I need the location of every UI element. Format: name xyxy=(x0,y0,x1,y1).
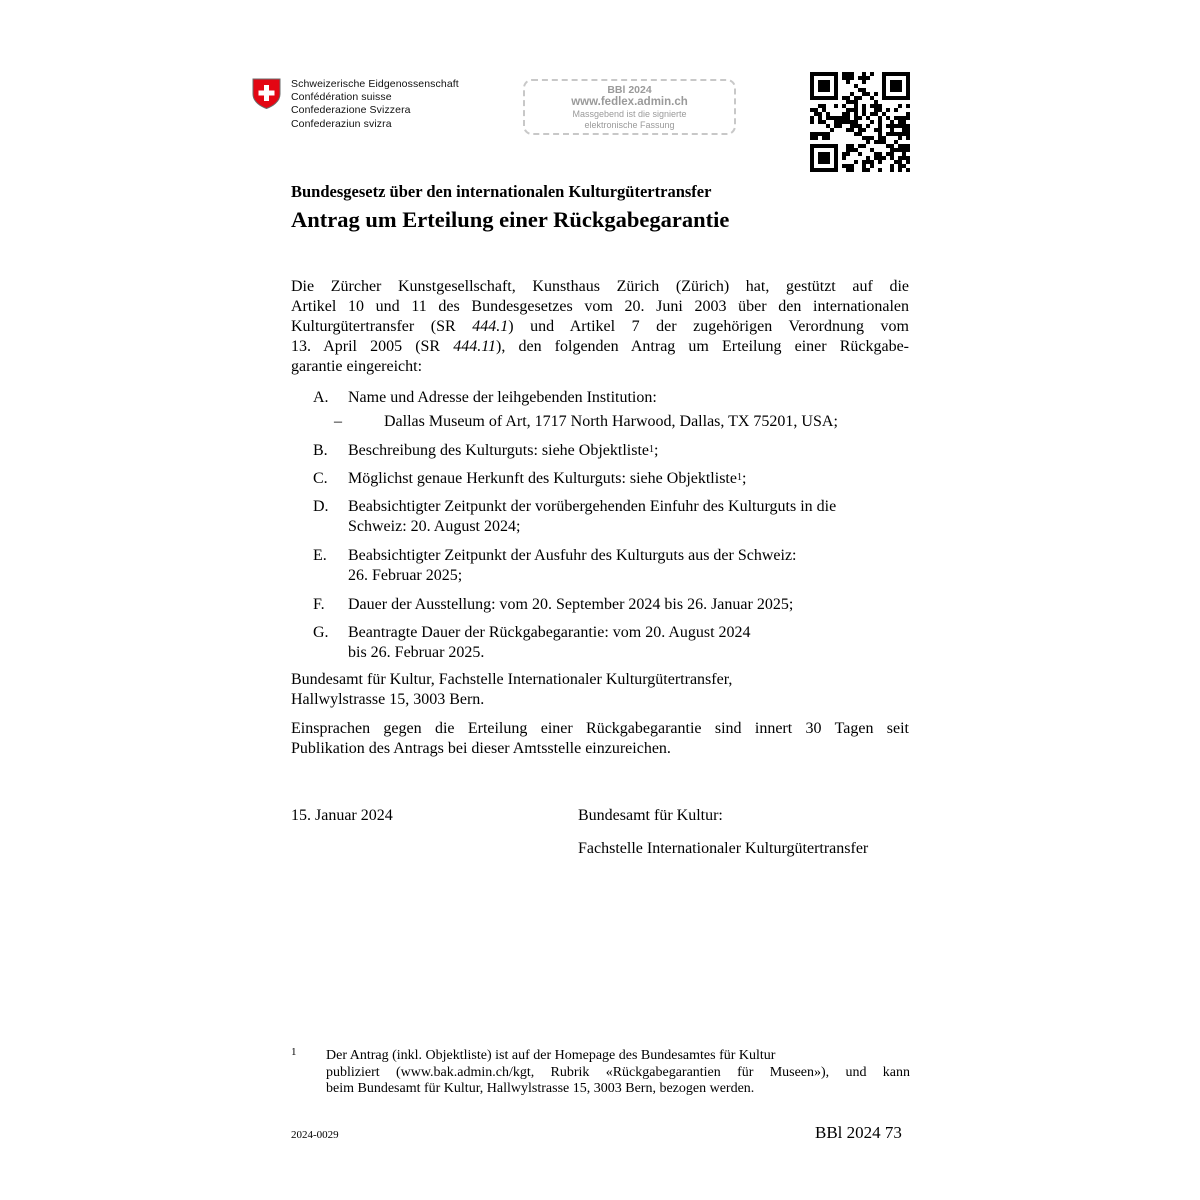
qr-code-icon xyxy=(810,72,910,172)
authority-line: Bundesamt für Kultur, Fachstelle Internationaler Kulturgütertransfer, xyxy=(291,671,733,688)
item-text: Beantragte Dauer der Rückgabegarantie: vom 20. August 2024 xyxy=(348,624,751,641)
item-text-main: Beschreibung des Kulturguts: siehe Objektliste xyxy=(348,442,649,459)
agency-line-de: Schweizerische Eidgenossenschaft xyxy=(291,78,459,90)
footnote-text xyxy=(326,1048,910,1098)
bbl-reference: BBl 2024 73 xyxy=(815,1123,902,1142)
objection-line: Einsprachen gegen die Erteilung einer Rückgabegarantie sind innert 30 Tagen seit xyxy=(291,720,909,737)
sr-number: 444.11 xyxy=(453,338,497,355)
item-text-end: ; xyxy=(654,442,659,459)
item-text-main: Möglichst genaue Herkunft des Kulturguts: siehe Objektliste xyxy=(348,470,737,487)
item-text xyxy=(348,469,746,489)
issue-date: 15. Januar 2024 xyxy=(291,807,393,824)
footnote-ref: 1 xyxy=(736,472,742,483)
footnote-line: publiziert (www.bak.admin.ch/kgt, Rubrik «Rückgabegarantien für Museen»), und kann xyxy=(326,1064,910,1080)
intro-text: ) und Artikel 7 der zugehörigen Verordnung vom xyxy=(508,318,910,335)
intro-text: Kulturgütertransfer (SR xyxy=(291,318,473,335)
agency-line-it: Confederazione Svizzera xyxy=(291,104,411,117)
page-title: Antrag um Erteilung einer Rückgabegarantie xyxy=(291,207,730,232)
agency-line-rm: Confederaziun svizra xyxy=(291,117,392,130)
item-letter: C. xyxy=(313,470,328,487)
stamp-line-4: elektronische Fassung xyxy=(584,120,675,130)
intro-text: 13. April 2005 (SR xyxy=(291,338,454,355)
intro-line: garantie eingereicht: xyxy=(291,358,423,375)
objection-line: Publikation des Antrags bei dieser Amtsstelle einzureichen. xyxy=(291,740,671,757)
stamp-line-1: BBl 2024 xyxy=(607,84,652,96)
intro-paragraph xyxy=(291,277,909,377)
stamp-line-2: www.fedlex.admin.ch xyxy=(571,96,688,108)
signature-office: Bundesamt für Kultur: xyxy=(578,807,723,824)
item-text: Name und Adresse der leihgebenden Institution: xyxy=(348,389,657,406)
intro-text: ), den folgenden Antrag um Erteilung einer Rückgabe- xyxy=(496,338,909,355)
item-text-end: ; xyxy=(741,470,747,487)
item-text-cont: Schweiz: 20. August 2024; xyxy=(348,518,521,535)
item-letter: B. xyxy=(313,442,328,459)
agency-line-fr: Confédération suisse xyxy=(291,91,392,104)
footnote-line: beim Bundesamt für Kultur, Hallwylstrasse 15, 3003 Bern, bezogen werden. xyxy=(326,1081,755,1096)
item-letter: E. xyxy=(313,547,327,564)
item-text: Beabsichtigter Zeitpunkt der Ausfuhr des Kulturguts aus der Schweiz: xyxy=(348,547,797,564)
dash-marker: – xyxy=(334,413,342,430)
swiss-cross-icon xyxy=(252,78,281,109)
intro-line xyxy=(291,317,909,337)
item-letter: D. xyxy=(313,498,329,515)
item-text: Dauer der Ausstellung: vom 20. September 2024 bis 26. Januar 2025; xyxy=(348,596,794,613)
footnote-ref: 1 xyxy=(649,444,654,455)
lender-address: Dallas Museum of Art, 1717 North Harwood, Dallas, TX 75201, USA; xyxy=(384,413,838,430)
item-letter: G. xyxy=(313,624,329,641)
agency-name xyxy=(291,78,459,131)
sr-number: 444.1 xyxy=(472,318,509,335)
intro-line: Artikel 10 und 11 des Bundesgesetzes vom 20. Juni 2003 über den internationalen xyxy=(291,298,909,315)
item-letter: F. xyxy=(313,596,325,613)
item-text-cont: bis 26. Februar 2025. xyxy=(348,644,485,661)
footnote-line: Der Antrag (inkl. Objektliste) ist auf der Homepage des Bundesamtes für Kultur xyxy=(326,1048,776,1063)
objection-paragraph xyxy=(291,719,909,759)
item-text xyxy=(348,441,658,461)
intro-line xyxy=(291,337,909,357)
item-text: Beabsichtigter Zeitpunkt der vorübergehenden Einfuhr des Kulturguts in die xyxy=(348,498,837,515)
item-letter: A. xyxy=(313,389,329,406)
footnote-mark: 1 xyxy=(291,1046,297,1058)
publication-stamp xyxy=(523,79,736,135)
stamp-line-3: Massgebend ist die signierte xyxy=(572,109,687,119)
act-title: Bundesgesetz über den internationalen Kulturgütertransfer xyxy=(291,182,712,201)
authority-paragraph xyxy=(291,670,909,710)
document-number: 2024-0029 xyxy=(291,1129,339,1141)
signature-unit: Fachstelle Internationaler Kulturgütertransfer xyxy=(578,840,869,857)
item-text-cont: 26. Februar 2025; xyxy=(348,567,463,584)
authority-line: Hallwylstrasse 15, 3003 Bern. xyxy=(291,691,485,708)
intro-line: Die Zürcher Kunstgesellschaft, Kunsthaus Zürich (Zürich) hat, gestützt auf die xyxy=(291,278,909,295)
